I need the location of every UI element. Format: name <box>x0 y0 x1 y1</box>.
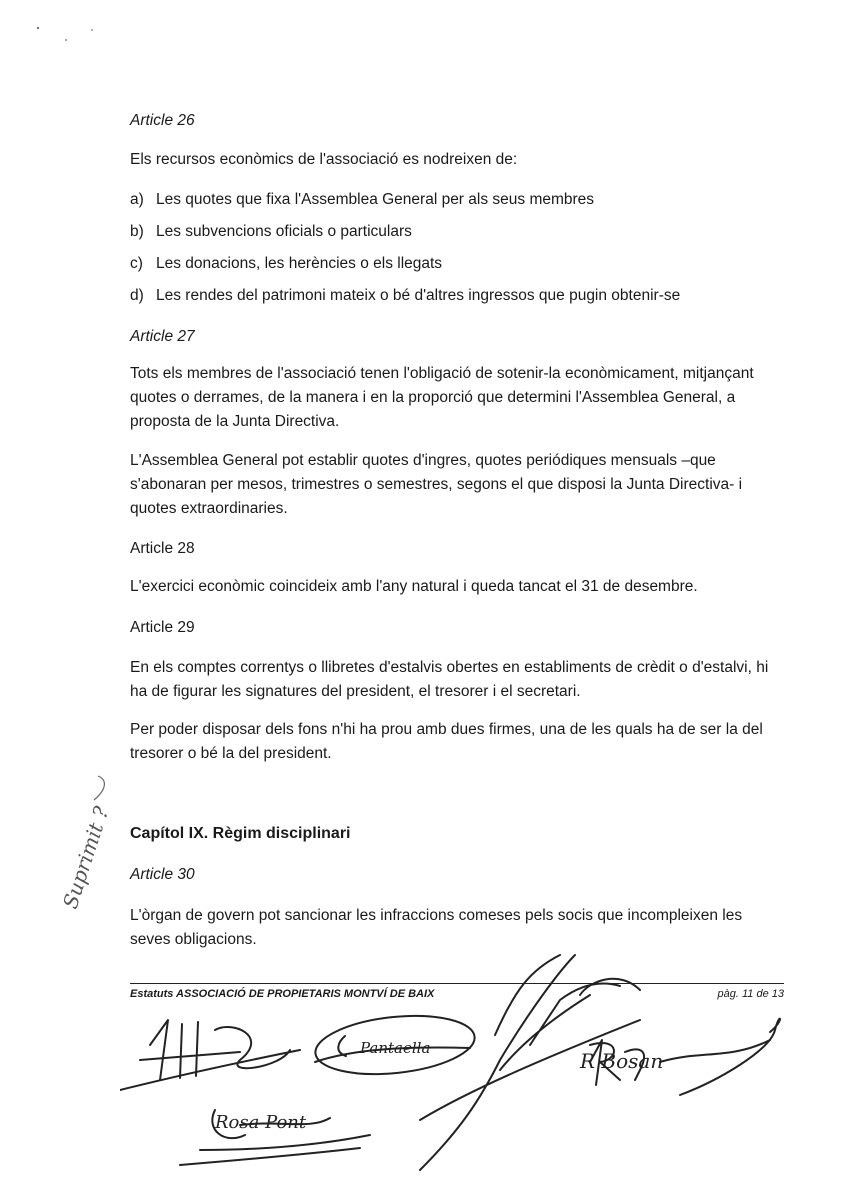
article-28-paragraph: L'exercici econòmic coincideix amb l'any natural i queda tancat el 31 de desembre. <box>130 578 698 595</box>
footer-document-title: Estatuts ASSOCIACIÓ DE PROPIETARIS MONTVÍ DE BAIX <box>130 988 435 1000</box>
article-27-paragraph-2: L'Assemblea General pot establir quotes d'ingres, quotes periódiques mensuals –que s'abonaran per mesos, trimestres o semestres, segons el que disposi la Junta Directiva- i quotes extraordinaries. <box>130 452 743 517</box>
article-28-heading: Article 28 <box>130 540 195 557</box>
signature-name-pantaella: Pantaella <box>360 1039 431 1057</box>
list-item <box>130 284 680 308</box>
list-marker: b) <box>130 223 144 240</box>
article-27-paragraph-1: Tots els membres de l'associació tenen l'obligació de sotenir-la econòmicament, mitjançant quotes o derrames, de la manera i en la proporció que determini l'Assemblea General, a proposta de la Junta Directiva. <box>130 365 754 430</box>
list-item-text: Les quotes que fixa l'Assemblea General per als seus membres <box>156 191 595 208</box>
list-item <box>130 188 594 212</box>
article-29-paragraph-1: En els comptes correntys o llibretes d'estalvis obertes en establiments de crèdit o d'estalvi, hi ha de figurar les signatures del president, el tresorer i el secretari. <box>130 659 769 700</box>
list-marker: a) <box>130 191 144 208</box>
article-30-heading: Article 30 <box>130 866 195 883</box>
list-marker: d) <box>130 287 144 304</box>
list-marker: c) <box>130 255 143 272</box>
signature-name-bosan: R Bosan <box>580 1049 664 1073</box>
article-26-heading: Article 26 <box>130 112 195 129</box>
margin-note-text: Suprimit ? <box>57 803 114 912</box>
article-29-heading: Article 29 <box>130 619 195 636</box>
scan-speck-marks <box>30 20 110 60</box>
article-29-paragraph-2: Per poder disposar dels fons n'hi ha prou amb dues firmes, una de les quals ha de ser la del tresorer o bé la del president. <box>130 721 763 762</box>
list-item <box>130 252 442 276</box>
list-item-text: Les subvencions oficials o particulars <box>156 223 412 240</box>
list-item-text: Les rendes del patrimoni mateix o bé d'altres ingressos que pugin obtenir-se <box>156 287 681 304</box>
article-30-paragraph: L'òrgan de govern pot sancionar les infraccions comeses pels socis que incompleixen les seves obligacions. <box>130 907 743 948</box>
article-26-intro: Els recursos econòmics de l'associació es nodreixen de: <box>130 151 518 168</box>
handwritten-margin-note <box>28 770 118 920</box>
list-item <box>130 220 412 244</box>
chapter-9-title: Capítol IX. Règim disciplinari <box>130 825 351 842</box>
list-item-text: Les donacions, les herències o els llegats <box>156 255 443 272</box>
article-27-heading: Article 27 <box>130 328 195 345</box>
signatures-area <box>120 950 800 1180</box>
footer-page-number: pàg. 11 de 13 <box>717 988 784 1000</box>
signature-name-rosa-pont: Rosa Pont <box>215 1112 307 1133</box>
signature-1 <box>120 1020 300 1090</box>
